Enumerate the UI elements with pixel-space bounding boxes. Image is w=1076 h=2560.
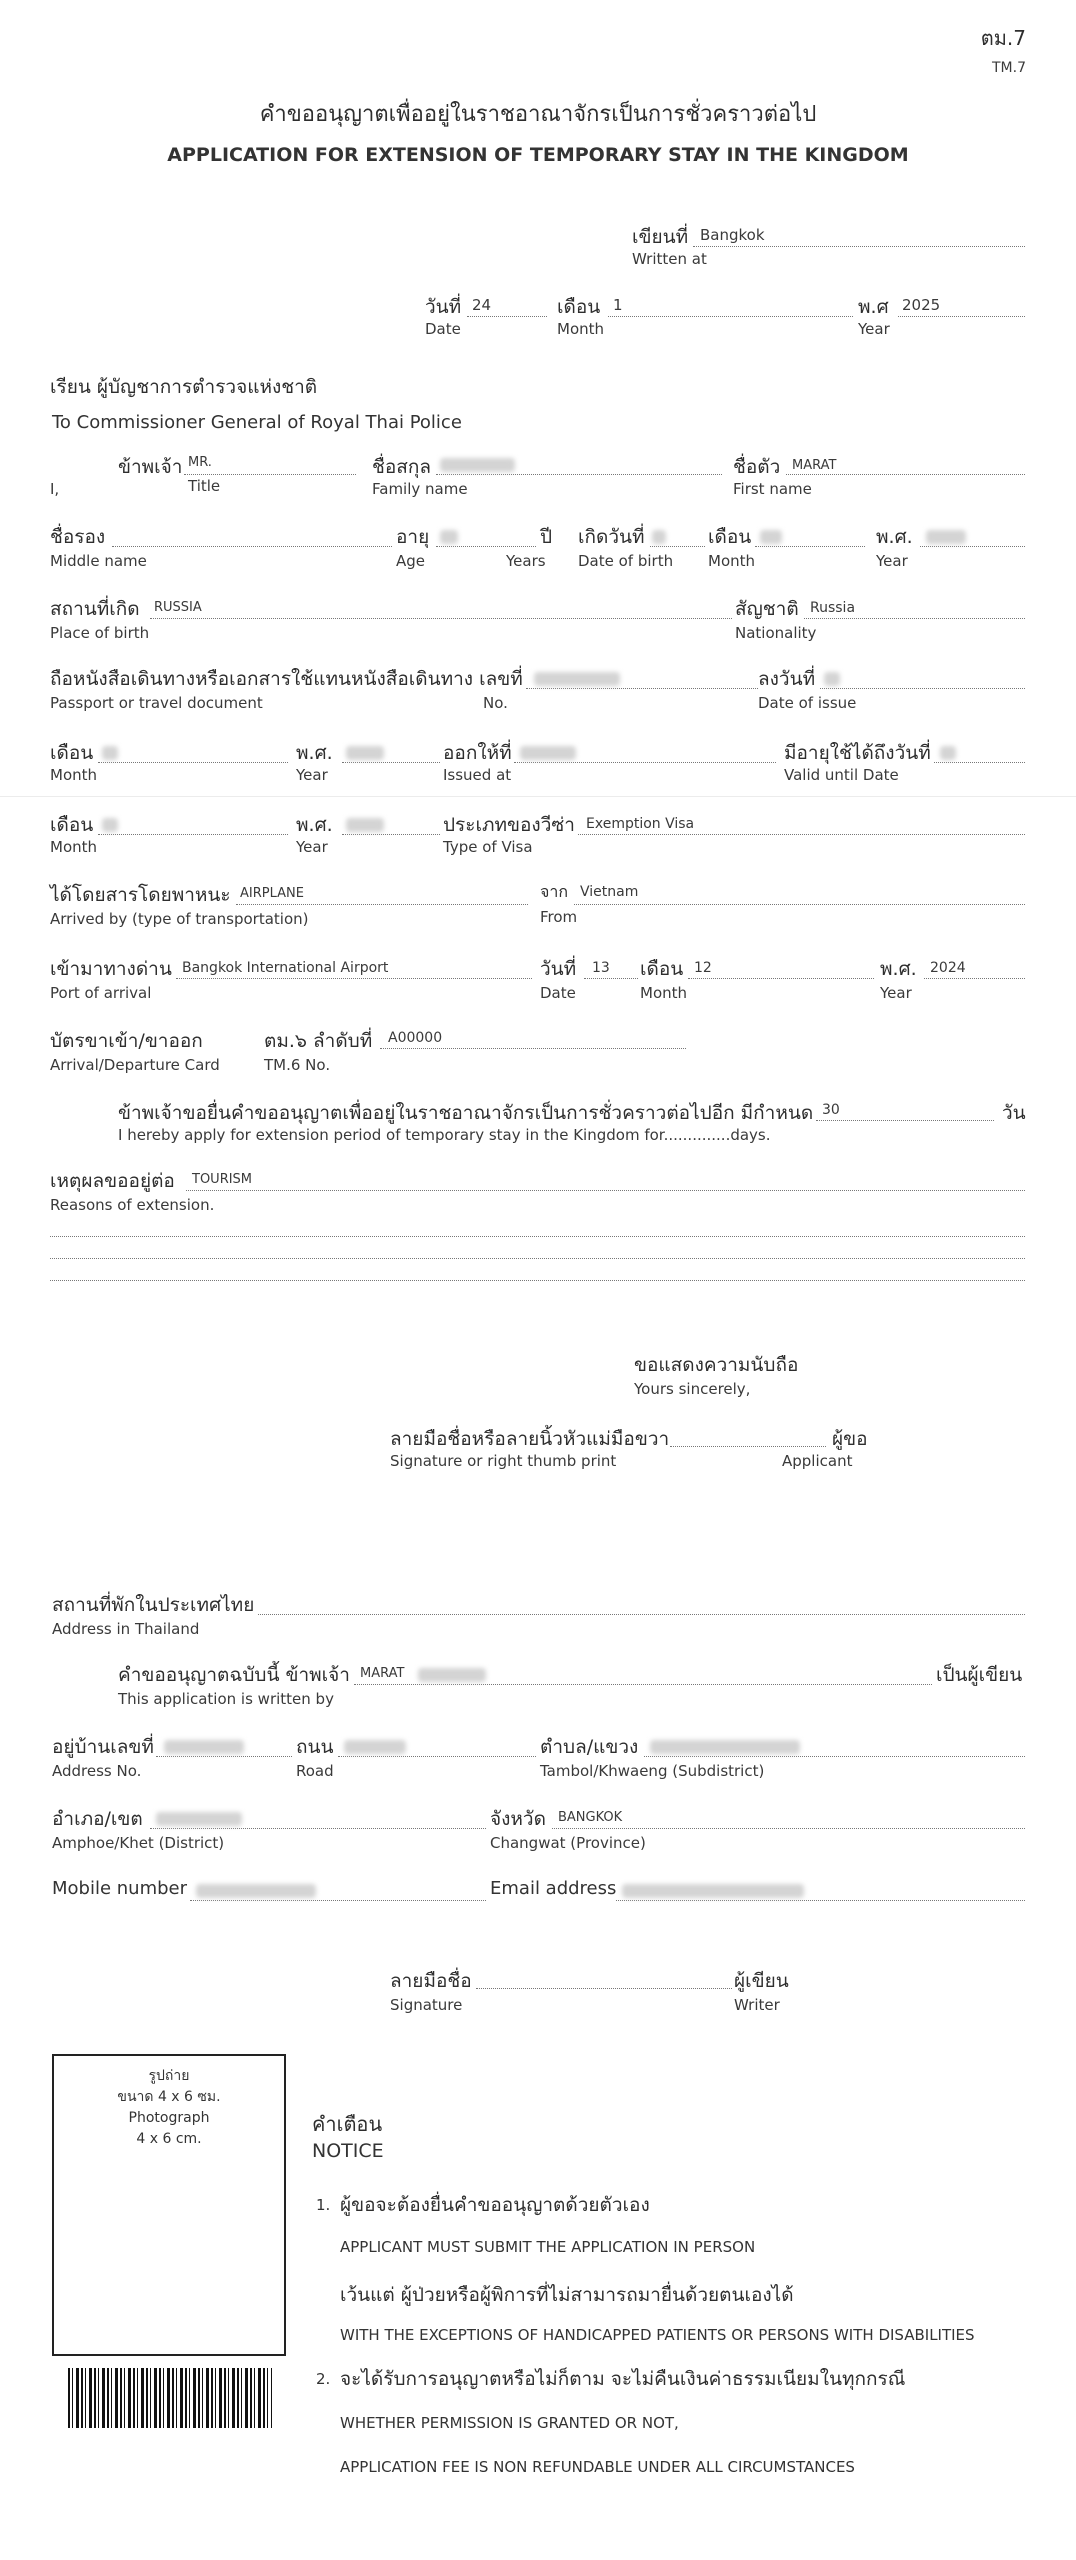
arr-month-value[interactable]: 12 xyxy=(694,960,712,976)
passport-line xyxy=(526,688,758,689)
page-fold xyxy=(0,796,1076,797)
reason-value[interactable]: TOURISM xyxy=(192,1172,253,1187)
arr-year-label-th: พ.ศ. xyxy=(880,958,917,980)
email-line xyxy=(616,1900,1025,1901)
notice-2-th: จะได้รับการอนุญาตหรือไม่ก็ตาม จะไม่คืนเงินค่าธรรมเนียมในทุกกรณี xyxy=(340,2368,906,2390)
written-by-label-en: This application is written by xyxy=(118,1690,334,1708)
addressee-en: To Commissioner General of Royal Thai Police xyxy=(52,412,462,433)
changwat-label-th: จังหวัด xyxy=(490,1808,546,1830)
dob-year-label-en: Year xyxy=(876,552,908,570)
port-line xyxy=(176,978,532,979)
arr-day-line xyxy=(584,978,638,979)
pob-label-en: Place of birth xyxy=(50,624,150,642)
i-label-en: I, xyxy=(50,480,60,498)
middle-line xyxy=(112,546,392,547)
dob-line xyxy=(650,546,705,547)
valid-redacted xyxy=(940,746,956,760)
years-label-th: ปี xyxy=(540,526,553,548)
port-label-en: Port of arrival xyxy=(50,984,152,1002)
issued-at-label-en: Issued at xyxy=(443,766,512,784)
tm6-value[interactable]: A00000 xyxy=(388,1030,443,1046)
port-label-th: เข้ามาทางด่าน xyxy=(50,958,172,980)
signature-line[interactable] xyxy=(670,1446,826,1447)
writer-sig-line[interactable] xyxy=(476,1988,732,1989)
pob-line xyxy=(150,618,732,619)
arrived-by-value[interactable]: AIRPLANE xyxy=(240,886,304,901)
reason-label-en: Reasons of extension. xyxy=(50,1196,215,1214)
pp-year-label-en: Year xyxy=(296,766,328,784)
issue-label-en: Date of issue xyxy=(758,694,857,712)
arr-year-value[interactable]: 2024 xyxy=(930,960,966,976)
tambol-label-en: Tambol/Khwaeng (Subdistrict) xyxy=(540,1762,765,1780)
from-label-th: จาก xyxy=(540,882,569,901)
address-no-label-en: Address No. xyxy=(52,1762,142,1780)
issued-at-label-th: ออกให้ที่ xyxy=(443,742,512,764)
tm6-label-th: ตม.๖ ลำดับที่ xyxy=(264,1030,373,1052)
addressee-th: เรียน ผู้บัญชาการตำรวจแห่งชาติ xyxy=(50,376,318,398)
applicant-label-th: ผู้ขอ xyxy=(832,1428,868,1450)
mobile-line xyxy=(190,1900,486,1901)
title-label-en: Title xyxy=(188,477,221,495)
from-value[interactable]: Vietnam xyxy=(580,884,639,900)
middle-label-th: ชื่อรอง xyxy=(50,526,106,548)
tm6-label-en: TM.6 No. xyxy=(264,1056,331,1074)
title-line xyxy=(184,474,356,475)
age-label-en: Age xyxy=(396,552,426,570)
reason-line-2 xyxy=(50,1236,1025,1237)
visa-month-line xyxy=(98,834,288,835)
nat-label-en: Nationality xyxy=(735,624,817,642)
day-line xyxy=(467,316,547,317)
arrived-by-line xyxy=(236,904,528,905)
title-en: APPLICATION FOR EXTENSION OF TEMPORARY STAY IN THE KINGDOM xyxy=(167,144,909,166)
year-line xyxy=(898,316,1025,317)
dob-month-label-th: เดือน xyxy=(708,526,752,548)
visa-month-redacted xyxy=(102,818,118,832)
notice-1-en2: WITH THE EXCEPTIONS OF HANDICAPPED PATIENTS OR PERSONS WITH DISABILITIES xyxy=(340,2326,975,2344)
arrived-by-label-th: ได้โดยสารโดยพาหนะ xyxy=(50,884,231,906)
valid-label-th: มีอายุใช้ได้ถึงวันที่ xyxy=(784,742,931,764)
address-no-redacted xyxy=(164,1740,244,1754)
extension-days-value[interactable]: 30 xyxy=(822,1102,840,1118)
notice-title-th: คำเตือน xyxy=(312,2112,383,2136)
card-label-th: บัตรขาเข้า/ขาออก xyxy=(50,1030,203,1052)
passport-no-en: No. xyxy=(483,694,508,712)
dob-year-label-th: พ.ศ. xyxy=(876,526,913,548)
month-label-en: Month xyxy=(557,320,605,338)
date-day-value[interactable]: 24 xyxy=(472,296,492,314)
written-at-line xyxy=(693,246,1025,247)
writer-sig-label-th: ลายมือชื่อ xyxy=(390,1970,472,1992)
amphoe-line xyxy=(150,1828,486,1829)
address-no-line xyxy=(156,1756,292,1757)
visa-type-label-en: Type of Visa xyxy=(443,838,533,856)
month-label-th: เดือน xyxy=(557,296,601,318)
issue-line xyxy=(820,688,1025,689)
visa-type-label-th: ประเภทของวีซ่า xyxy=(443,814,575,836)
nat-value[interactable]: Russia xyxy=(810,600,856,616)
dob-month-label-en: Month xyxy=(708,552,756,570)
dob-month-redacted xyxy=(760,530,782,544)
amphoe-redacted xyxy=(156,1812,242,1826)
pp-month-label-en: Month xyxy=(50,766,98,784)
dob-year-line xyxy=(920,546,1025,547)
notice-1-th: ผู้ขอจะต้องยื่นคำขออนุญาตด้วยตัวเอง xyxy=(340,2194,650,2216)
first-label-en: First name xyxy=(733,480,812,498)
photo-line2: ขนาด 4 x 6 ซม. xyxy=(117,2089,221,2105)
title-th: คำขออนุญาตเพื่ออยู่ในราชอาณาจักรเป็นการชั่วคราวต่อไป xyxy=(259,102,817,127)
valid-line xyxy=(934,762,1025,763)
writer-label2-en: Writer xyxy=(734,1996,780,2014)
date-month-value[interactable]: 1 xyxy=(613,296,623,314)
visa-type-line xyxy=(578,834,1025,835)
visa-year-label-th: พ.ศ. xyxy=(296,814,333,836)
notice-2-en2: APPLICATION FEE IS NON REFUNDABLE UNDER ALL CIRCUMSTANCES xyxy=(340,2458,855,2476)
age-value-redacted xyxy=(440,530,458,544)
reason-line-1 xyxy=(186,1190,1025,1191)
reason-line-3 xyxy=(50,1258,1025,1259)
address-label-en: Address in Thailand xyxy=(52,1620,200,1638)
written-by-value[interactable]: MARAT xyxy=(360,1666,405,1681)
passport-label-en: Passport or travel document xyxy=(50,694,263,712)
arr-month-label-en: Month xyxy=(640,984,688,1002)
arrived-by-label-en: Arrived by (type of transportation) xyxy=(50,910,309,928)
written-at-value[interactable]: Bangkok xyxy=(700,226,765,244)
notice-2-num: 2. xyxy=(316,2370,331,2388)
extension-th: ข้าพเจ้าขอยื่นคำขออนุญาตเพื่ออยู่ในราชอาณาจักรเป็นการชั่วคราวต่อไปอีก มีกำหนด xyxy=(118,1102,814,1124)
writer-sig-label-en: Signature xyxy=(390,1996,463,2014)
amphoe-label-en: Amphoe/Khet (District) xyxy=(52,1834,225,1852)
mobile-label-en: Mobile number xyxy=(52,1878,188,1899)
visa-month-label-en: Month xyxy=(50,838,98,856)
written-by-surname-redacted xyxy=(418,1668,486,1682)
pob-value[interactable]: RUSSIA xyxy=(154,600,202,615)
road-redacted xyxy=(344,1740,406,1754)
issue-label-th: ลงวันที่ xyxy=(758,668,816,690)
visa-year-redacted xyxy=(346,818,384,832)
date-label-en: Date xyxy=(425,320,461,338)
arr-day-value[interactable]: 13 xyxy=(592,960,610,976)
arr-month-label-th: เดือน xyxy=(640,958,684,980)
changwat-value[interactable]: BANGKOK xyxy=(558,1810,623,1825)
years-label-en: Years xyxy=(506,552,546,570)
arr-date-label-en: Date xyxy=(540,984,576,1002)
from-line xyxy=(574,904,1025,905)
photo-line3: Photograph xyxy=(128,2110,210,2126)
reason-line-4 xyxy=(50,1280,1025,1281)
days-label-th: วัน xyxy=(1002,1102,1026,1124)
family-line xyxy=(436,474,722,475)
issue-value-redacted xyxy=(824,672,840,686)
year-label-en: Year xyxy=(858,320,890,338)
issued-at-redacted xyxy=(520,746,576,760)
arr-year-line xyxy=(924,978,1025,979)
pp-year-redacted xyxy=(346,746,384,760)
notice-title-en: NOTICE xyxy=(312,2140,384,2162)
pp-month-line xyxy=(98,762,288,763)
extension-en: I hereby apply for extension period of temporary stay in the Kingdom for..............days. xyxy=(118,1126,771,1144)
road-line xyxy=(338,1756,536,1757)
pp-month-label-th: เดือน xyxy=(50,742,94,764)
year-label-th: พ.ศ xyxy=(858,296,889,318)
photo-line4: 4 x 6 cm. xyxy=(136,2131,202,2147)
road-label-th: ถนน xyxy=(296,1736,334,1758)
first-label-th: ชื่อตัว xyxy=(733,456,781,478)
sincerely-en: Yours sincerely, xyxy=(634,1380,751,1398)
nat-line xyxy=(804,618,1025,619)
tambol-redacted xyxy=(650,1740,800,1754)
issued-at-line xyxy=(514,762,776,763)
notice-2-en: WHETHER PERMISSION IS GRANTED OR NOT, xyxy=(340,2414,679,2432)
form-code-th: ตม.7 xyxy=(980,26,1026,50)
writer-label2-th: ผู้เขียน xyxy=(734,1970,789,1992)
family-label-en: Family name xyxy=(372,480,468,498)
visa-type-value[interactable]: Exemption Visa xyxy=(586,816,695,832)
notice-1-en: APPLICANT MUST SUBMIT THE APPLICATION IN PERSON xyxy=(340,2238,756,2256)
dob-label-th: เกิดวันที่ xyxy=(578,526,645,548)
visa-year-label-en: Year xyxy=(296,838,328,856)
email-label-en: Email address xyxy=(490,1878,617,1899)
written-by-line xyxy=(354,1684,932,1685)
tambol-label-th: ตำบล/แขวง xyxy=(540,1736,639,1758)
signature-label-th: ลายมือชื่อหรือลายนิ้วหัวแม่มือขวา xyxy=(390,1428,670,1450)
pp-month-redacted xyxy=(102,746,118,760)
pp-year-line xyxy=(342,762,440,763)
card-label-en: Arrival/Departure Card xyxy=(50,1056,220,1074)
email-redacted xyxy=(622,1884,804,1898)
writer-label-th: เป็นผู้เขียน xyxy=(936,1664,1023,1686)
month-line xyxy=(608,316,853,317)
notice-1-th2: เว้นแต่ ผู้ป่วยหรือผู้พิการที่ไม่สามารถมายื่นด้วยตนเองได้ xyxy=(340,2284,794,2306)
i-label-th: ข้าพเจ้า xyxy=(118,456,183,478)
date-year-value[interactable]: 2025 xyxy=(902,296,941,314)
photo-box[interactable] xyxy=(52,2054,286,2356)
from-label-en: From xyxy=(540,908,578,926)
written-at-label-th: เขียนที่ xyxy=(632,226,689,248)
barcode xyxy=(68,2368,272,2428)
age-label-th: อายุ xyxy=(396,526,430,548)
signature-label-en: Signature or right thumb print xyxy=(390,1452,617,1470)
arr-year-label-en: Year xyxy=(880,984,912,1002)
form-code-en: TM.7 xyxy=(992,60,1026,76)
passport-label-th: ถือหนังสือเดินทางหรือเอกสารใช้แทนหนังสือเดินทาง เลขที่ xyxy=(50,668,523,690)
valid-label-en: Valid until Date xyxy=(784,766,899,784)
passport-value-redacted xyxy=(534,672,620,686)
tambol-line xyxy=(644,1756,1025,1757)
tm6-line xyxy=(380,1048,686,1049)
photo-line1: รูปถ่าย xyxy=(148,2068,190,2084)
nat-label-th: สัญชาติ xyxy=(735,598,799,620)
extension-days-line xyxy=(816,1120,994,1121)
pp-year-label-th: พ.ศ. xyxy=(296,742,333,764)
changwat-label-en: Changwat (Province) xyxy=(490,1834,646,1852)
address-line xyxy=(258,1614,1025,1615)
port-value[interactable]: Bangkok International Airport xyxy=(182,960,389,976)
changwat-line xyxy=(552,1828,1025,1829)
amphoe-label-th: อำเภอ/เขต xyxy=(52,1808,143,1830)
family-value-redacted xyxy=(440,458,515,472)
middle-label-en: Middle name xyxy=(50,552,147,570)
visa-year-line xyxy=(342,834,440,835)
date-label-th: วันที่ xyxy=(425,296,462,318)
arr-month-line xyxy=(688,978,874,979)
visa-month-label-th: เดือน xyxy=(50,814,94,836)
first-line xyxy=(786,474,1025,475)
age-line xyxy=(436,546,536,547)
first-value[interactable]: MARAT xyxy=(792,458,837,473)
arr-date-label-th: วันที่ xyxy=(540,958,577,980)
written-by-label-th: คำขออนุญาตฉบับนี้ ข้าพเจ้า xyxy=(118,1664,350,1686)
address-no-label-th: อยู่บ้านเลขที่ xyxy=(52,1736,154,1758)
written-at-label-en: Written at xyxy=(632,250,707,268)
dob-value-redacted xyxy=(652,530,666,544)
address-label-th: สถานที่พักในประเทศไทย xyxy=(52,1594,255,1616)
road-label-en: Road xyxy=(296,1762,334,1780)
dob-label-en: Date of birth xyxy=(578,552,674,570)
notice-1-num: 1. xyxy=(316,2196,331,2214)
mobile-redacted xyxy=(196,1884,316,1898)
pob-label-th: สถานที่เกิด xyxy=(50,598,140,620)
dob-year-redacted xyxy=(926,530,966,544)
reason-label-th: เหตุผลขออยู่ต่อ xyxy=(50,1170,175,1192)
dob-month-line xyxy=(755,546,865,547)
sincerely-th: ขอแสดงความนับถือ xyxy=(634,1354,799,1376)
title-value[interactable]: MR. xyxy=(188,455,212,470)
family-label-th: ชื่อสกุล xyxy=(372,456,432,478)
applicant-label-en: Applicant xyxy=(782,1452,853,1470)
